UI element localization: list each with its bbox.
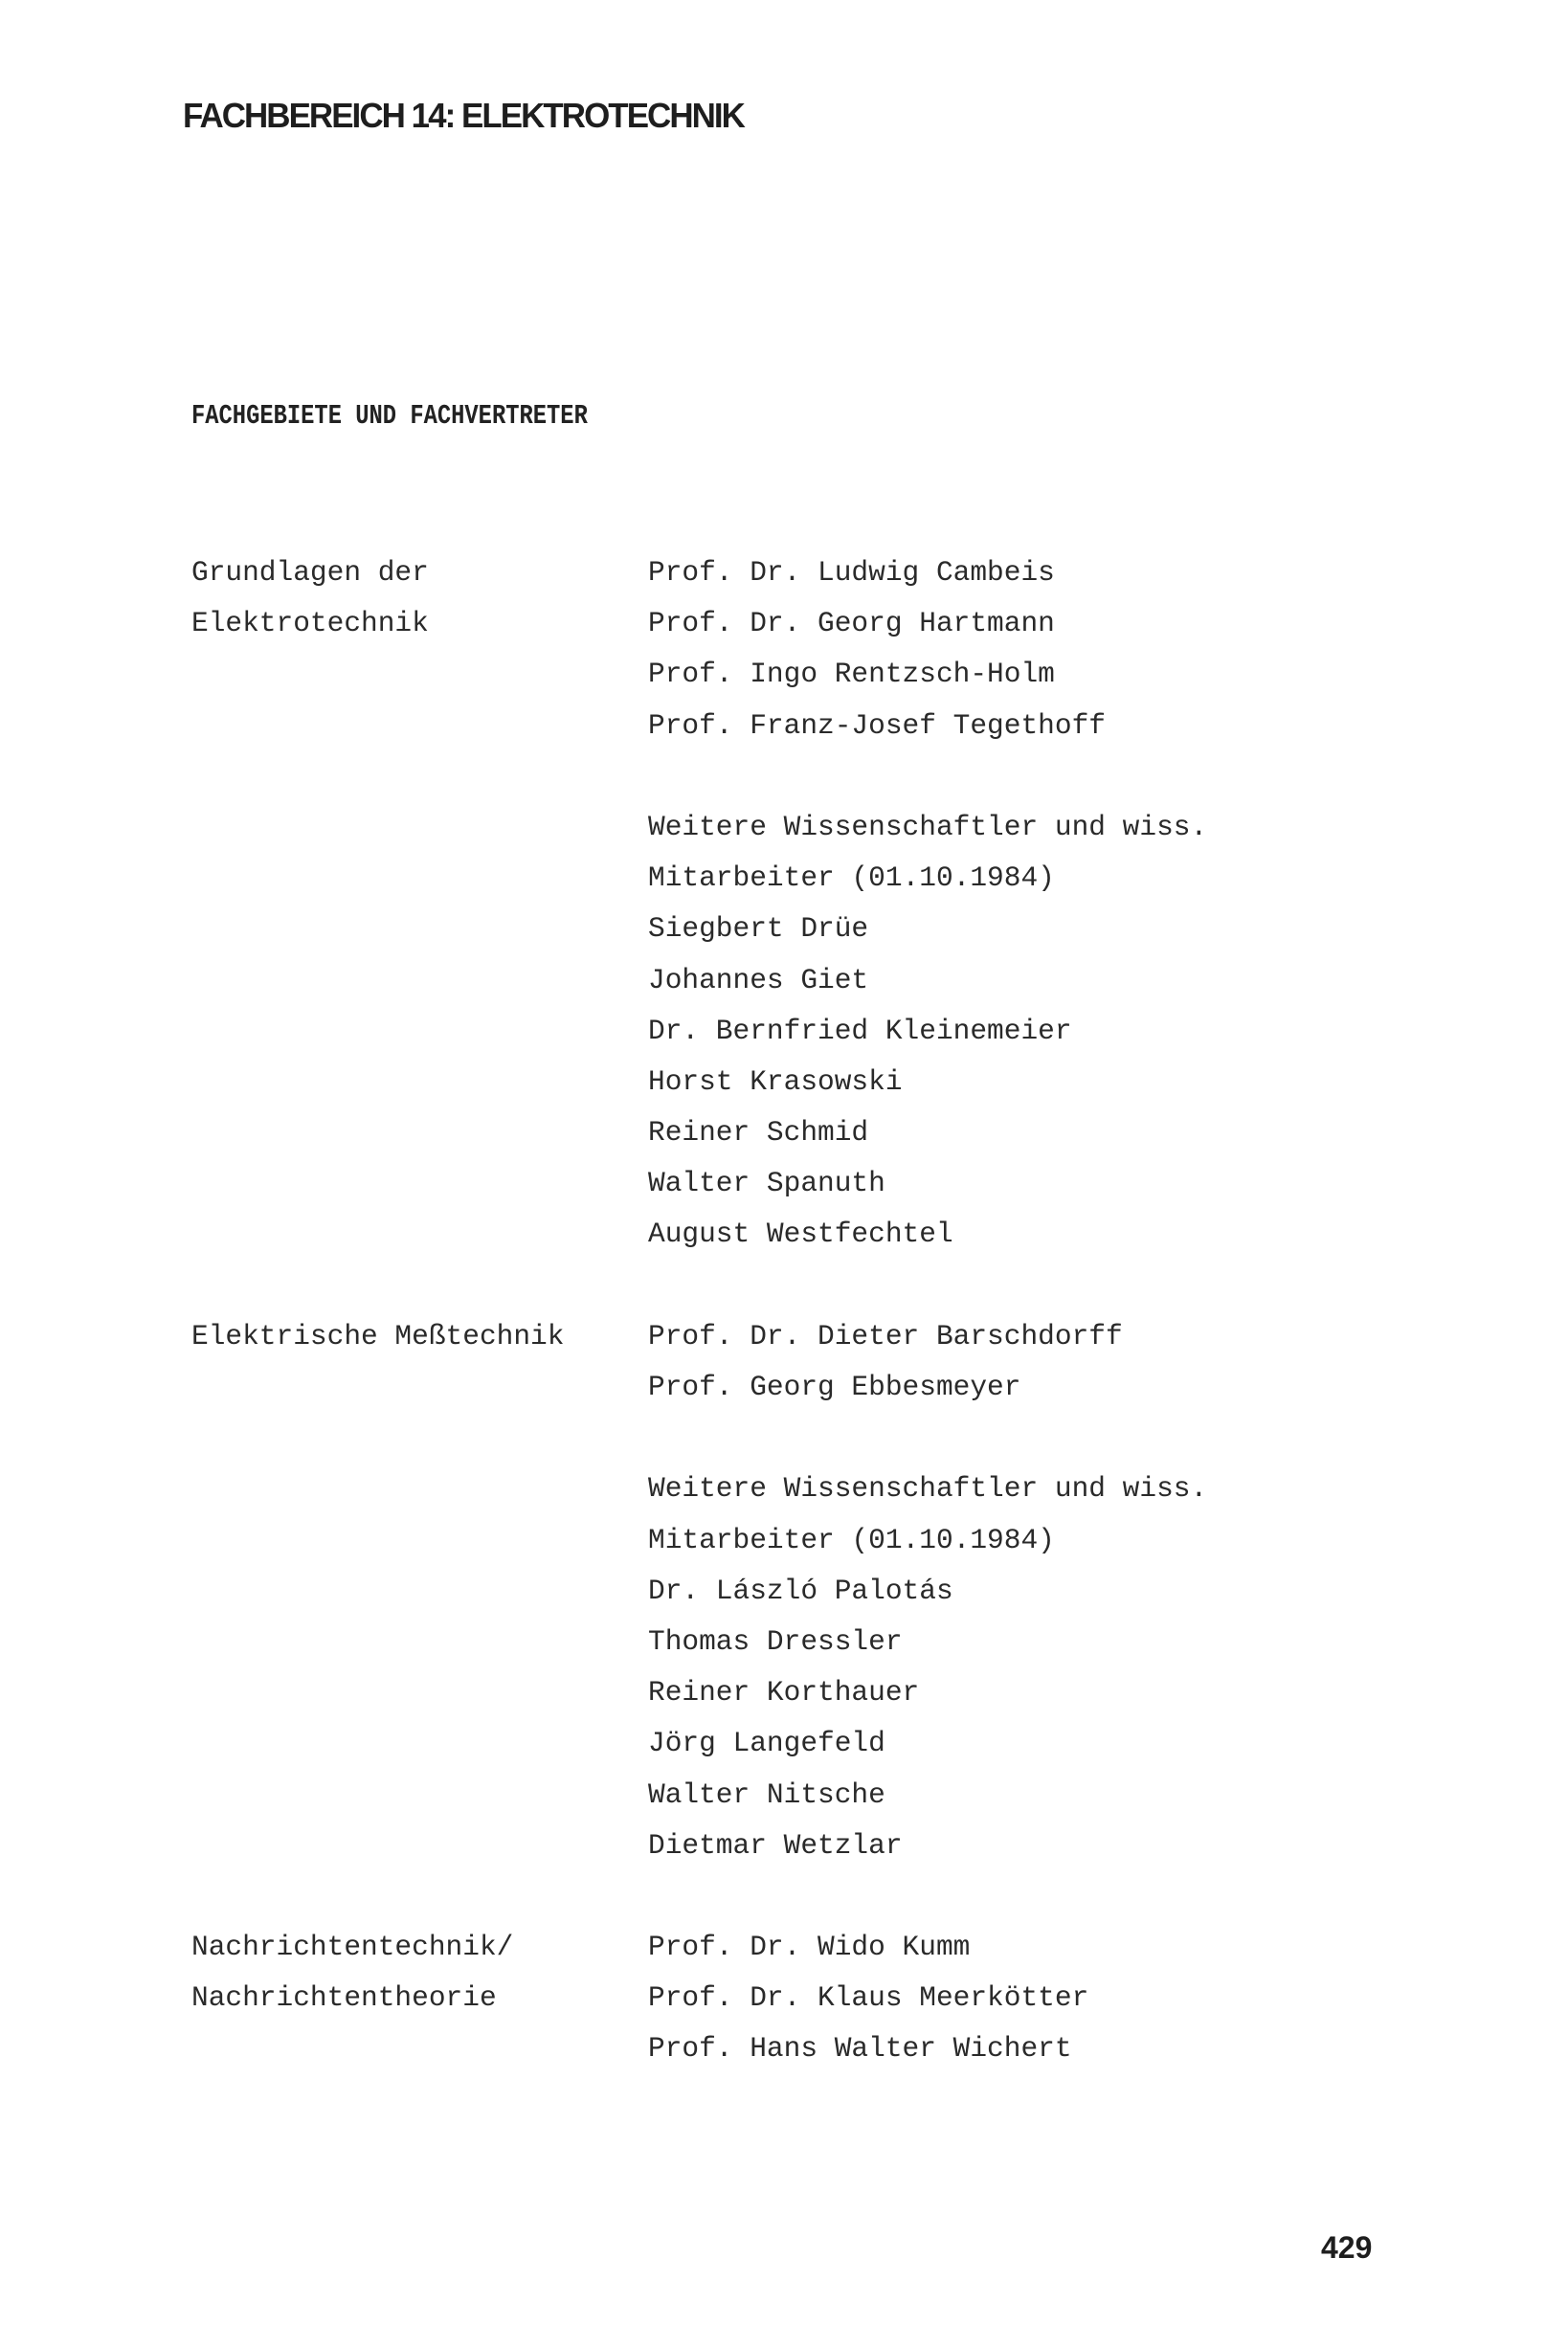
staff-name: Dr. Bernfried Kleinemeier: [648, 1014, 1072, 1047]
staff-name: Dietmar Wetzlar: [648, 1828, 903, 1862]
page-number: 429: [1321, 2230, 1373, 2265]
section-heading: FACHGEBIETE UND FACHVERTRETER: [191, 400, 588, 432]
professor-name: Prof. Hans Walter Wichert: [648, 2032, 1072, 2066]
subject-area-label: Elektrische Meßtechnik: [191, 1319, 565, 1352]
subject-area-label: Grundlagen der: [191, 556, 429, 589]
listing-row: [0, 955, 1568, 1006]
listing-row: [0, 1770, 1568, 1821]
listing-row: [0, 1566, 1568, 1617]
listing-row: [0, 1667, 1568, 1718]
listing-row: [0, 548, 1568, 598]
staff-heading: Weitere Wissenschaftler und wiss.: [648, 810, 1208, 843]
listing-row: [0, 1107, 1568, 1158]
staff-name: Reiner Korthauer: [648, 1676, 920, 1710]
listing-row: [0, 1158, 1568, 1209]
professor-name: Prof. Dr. Ludwig Cambeis: [648, 556, 1055, 589]
staff-name: Dr. László Palotás: [648, 1574, 953, 1607]
listing-row: [0, 598, 1568, 649]
staff-name: Johannes Giet: [648, 963, 869, 996]
listing-row: [0, 1464, 1568, 1514]
page-title: FACHBEREICH 14: ELEKTROTECHNIK: [183, 96, 744, 135]
professor-name: Prof. Georg Ebbesmeyer: [648, 1371, 1021, 1403]
professor-name: Prof. Dr. Dieter Barschdorff: [648, 1319, 1123, 1352]
listing-row: [0, 1209, 1568, 1260]
listing-row: [0, 1006, 1568, 1057]
staff-heading: Mitarbeiter (01.10.1984): [648, 1523, 1055, 1556]
listing-row: [0, 1922, 1568, 1973]
listing-row: [0, 1311, 1568, 1362]
listing-row: [0, 853, 1568, 904]
staff-heading: Weitere Wissenschaftler und wiss.: [648, 1472, 1208, 1506]
listing-row: [0, 1973, 1568, 2023]
listing-row: [0, 1261, 1568, 1311]
listing-row: [0, 1871, 1568, 1922]
listing-row: [0, 649, 1568, 700]
listing-row: [0, 751, 1568, 802]
professor-name: Prof. Dr. Klaus Meerkötter: [648, 1981, 1089, 2015]
listing-row: [0, 1515, 1568, 1566]
listing-row: [0, 904, 1568, 954]
listing-row: [0, 1362, 1568, 1413]
staff-name: Jörg Langefeld: [648, 1727, 885, 1760]
professor-name: Prof. Dr. Georg Hartmann: [648, 607, 1055, 640]
staff-name: Walter Spanuth: [648, 1167, 885, 1200]
listing-row: [0, 1821, 1568, 1871]
staff-name: August Westfechtel: [648, 1218, 953, 1251]
staff-name: Thomas Dressler: [648, 1624, 903, 1658]
staff-heading: Mitarbeiter (01.10.1984): [648, 861, 1055, 895]
subject-area-label: Elektrotechnik: [191, 607, 429, 640]
professor-name: Prof. Franz-Josef Tegethoff: [648, 708, 1106, 742]
faculty-listing: [0, 548, 1568, 2075]
listing-row: [0, 1413, 1568, 1464]
professor-name: Prof. Ingo Rentzsch-Holm: [648, 658, 1055, 691]
staff-name: Reiner Schmid: [648, 1116, 869, 1150]
staff-name: Siegbert Drüe: [648, 912, 869, 946]
listing-row: [0, 701, 1568, 751]
subject-area-label: Nachrichtentechnik/: [191, 1931, 514, 1964]
subject-area-label: Nachrichtentheorie: [191, 1981, 497, 2015]
staff-name: Horst Krasowski: [648, 1064, 903, 1098]
listing-row: [0, 2023, 1568, 2074]
listing-row: [0, 1718, 1568, 1769]
listing-row: [0, 802, 1568, 853]
staff-name: Walter Nitsche: [648, 1777, 885, 1811]
listing-row: [0, 1617, 1568, 1667]
listing-row: [0, 1057, 1568, 1107]
professor-name: Prof. Dr. Wido Kumm: [648, 1931, 971, 1964]
